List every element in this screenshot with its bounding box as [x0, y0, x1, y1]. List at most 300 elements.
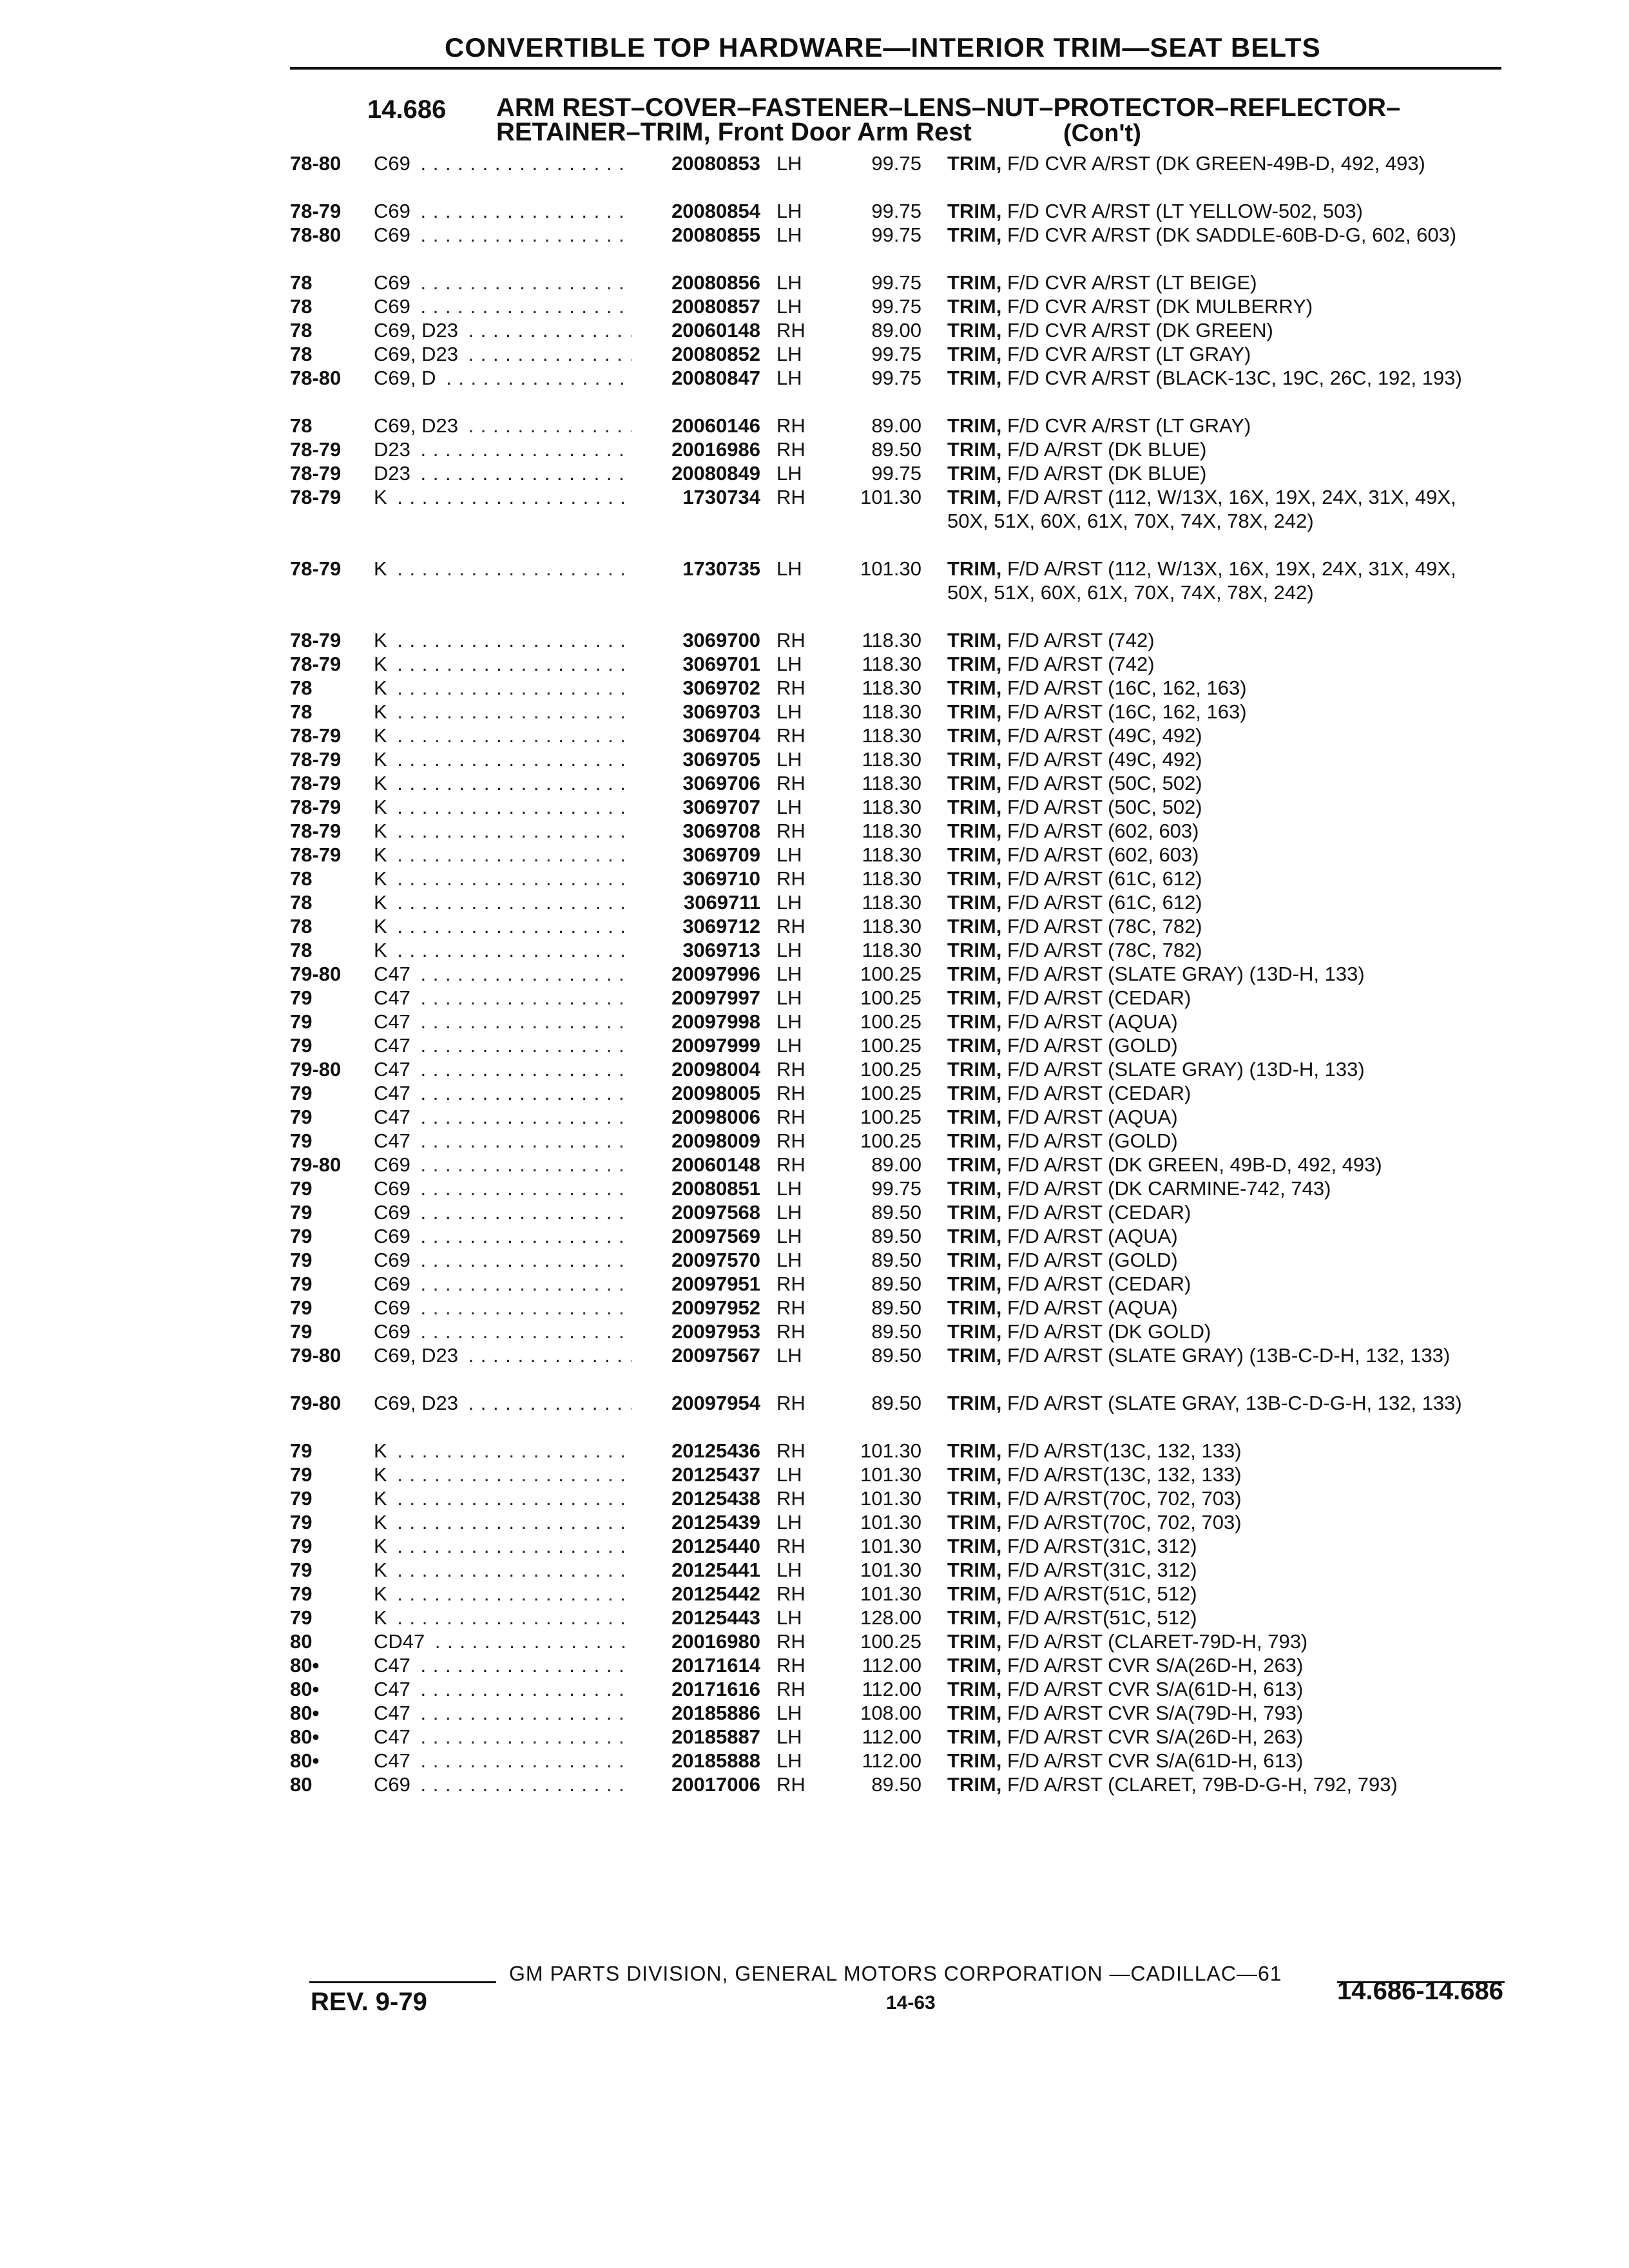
model-code-text: K [374, 915, 391, 937]
description-prefix: TRIM, [947, 1463, 1002, 1486]
section-title-line2: RETAINER–TRIM, Front Door Arm Rest [496, 118, 972, 146]
part-number: 20097568 [631, 1200, 760, 1224]
description [947, 1582, 1501, 1606]
model-code [374, 461, 631, 485]
model-code [374, 1558, 631, 1582]
model-code-text: C69, D [374, 367, 439, 389]
model-code-text: K [374, 796, 391, 818]
model-year: 78 [290, 295, 313, 318]
price: 89.50 [871, 1320, 921, 1343]
price: 112.00 [862, 1654, 921, 1677]
price: 100.25 [860, 1630, 921, 1653]
description [947, 724, 1501, 747]
price: 112.00 [862, 1749, 921, 1772]
section-title-line1: ARM REST–COVER–FASTENER–LENS–NUT–PROTECTOR–REFLECTOR– [496, 93, 1401, 122]
model-code-text: K [374, 867, 391, 890]
model-code-text: C69, D23 [374, 1344, 462, 1367]
model-code [374, 557, 631, 581]
part-number: 20097570 [631, 1248, 760, 1272]
price: 101.30 [860, 1559, 921, 1581]
model-code-text: C47 [374, 1129, 414, 1152]
description [947, 867, 1501, 890]
model-code-text: C69, D23 [374, 319, 462, 341]
description-prefix: TRIM, [947, 295, 1002, 318]
part-number: 20060148 [631, 1153, 760, 1177]
price: 118.30 [862, 772, 921, 794]
description-text: F/D A/RST (61C, 612) [1001, 867, 1202, 890]
description-prefix: TRIM, [947, 700, 1002, 723]
model-year: 78 [290, 891, 313, 914]
part-number: 20080852 [631, 342, 760, 366]
description [947, 1177, 1501, 1200]
model-year: 78 [290, 414, 313, 437]
price: 118.30 [862, 629, 921, 651]
model-code [374, 1391, 631, 1415]
price: 100.25 [860, 963, 921, 985]
model-year: 78 [290, 700, 313, 723]
description-prefix: TRIM, [947, 1010, 1002, 1033]
model-year: 79 [290, 1535, 313, 1557]
description [947, 938, 1501, 962]
description-prefix: TRIM, [947, 1559, 1002, 1581]
model-code-text: C69 [374, 295, 414, 318]
model-code [374, 1224, 631, 1248]
table-row [290, 747, 1514, 771]
description [947, 1153, 1501, 1177]
side: LH [776, 462, 802, 485]
description [947, 1439, 1501, 1463]
model-year: 78 [290, 939, 313, 961]
description-prefix: TRIM, [947, 1439, 1002, 1462]
description [947, 199, 1501, 223]
description [947, 1773, 1501, 1796]
model-code [374, 1606, 631, 1629]
side: LH [776, 1749, 802, 1772]
model-code-text: C69, D23 [374, 1392, 462, 1414]
price: 89.00 [871, 1153, 921, 1176]
model-code-text: D23 [374, 462, 414, 485]
price: 118.30 [862, 700, 921, 723]
description-prefix: TRIM, [947, 1273, 1002, 1295]
price: 99.75 [871, 152, 921, 175]
description-text: F/D A/RST(13C, 132, 133) [1001, 1439, 1242, 1462]
description-prefix: TRIM, [947, 653, 1002, 675]
description-prefix: TRIM, [947, 1320, 1002, 1343]
table-row [290, 1033, 1514, 1057]
price: 89.50 [871, 1344, 921, 1367]
description-prefix: TRIM, [947, 1511, 1002, 1533]
description-prefix: TRIM, [947, 772, 1002, 794]
parts-list [290, 151, 1514, 1820]
part-number: 3069707 [631, 795, 760, 819]
description [947, 914, 1501, 938]
price: 112.00 [862, 1678, 921, 1700]
model-code [374, 485, 631, 509]
description-prefix: TRIM, [947, 843, 1002, 866]
description-text: F/D A/RST(70C, 702, 703) [1001, 1487, 1242, 1510]
table-row [290, 414, 1514, 437]
side: RH [776, 1439, 805, 1462]
side: LH [776, 939, 802, 961]
table-row [290, 1224, 1514, 1248]
model-code [374, 318, 631, 342]
side: RH [776, 1392, 805, 1414]
table-row [290, 223, 1514, 271]
description [947, 485, 1501, 533]
description-text: F/D A/RST(31C, 312) [1001, 1535, 1197, 1557]
description-text: F/D A/RST (602, 603) [1001, 843, 1199, 866]
side: LH [776, 843, 802, 866]
part-number: 3069709 [631, 843, 760, 867]
part-number: 20060146 [631, 414, 760, 437]
description-text: F/D A/RST (CEDAR) [1001, 1082, 1191, 1104]
description [947, 366, 1501, 390]
description-prefix: TRIM, [947, 1106, 1002, 1128]
side: LH [776, 1225, 802, 1247]
model-code-text: K [374, 653, 391, 675]
model-code [374, 1010, 631, 1033]
side: RH [776, 629, 805, 651]
table-row [290, 1320, 1514, 1343]
side: RH [776, 1320, 805, 1343]
model-code [374, 1749, 631, 1773]
description-text: F/D A/RST (GOLD) [1001, 1129, 1178, 1152]
side: RH [776, 1129, 805, 1152]
model-code-text: C69 [374, 200, 414, 222]
table-row [290, 795, 1514, 819]
part-number: 20125438 [631, 1486, 760, 1510]
table-row [290, 1534, 1514, 1558]
model-code-text: C69 [374, 152, 414, 175]
description-text: F/D A/RST (CEDAR) [1001, 1273, 1191, 1295]
description-text: F/D A/RST (SLATE GRAY) (13D-H, 133) [1001, 963, 1365, 985]
table-row [290, 1653, 1514, 1677]
part-number: 20098009 [631, 1129, 760, 1153]
description-prefix: TRIM, [947, 224, 1002, 246]
part-number: 20098005 [631, 1081, 760, 1105]
model-year: 79 [290, 1511, 313, 1533]
price: 99.75 [871, 271, 921, 294]
model-code-text: C69 [374, 1201, 414, 1224]
price: 89.50 [871, 1249, 921, 1271]
price: 89.00 [871, 414, 921, 437]
model-code-text: K [374, 1487, 391, 1510]
model-year: 78-79 [290, 200, 342, 222]
model-year: 80• [290, 1702, 320, 1724]
description-text: F/D A/RST (61C, 612) [1001, 891, 1202, 914]
description-prefix: TRIM, [947, 1201, 1002, 1224]
page-header [290, 32, 1501, 70]
description [947, 1391, 1501, 1415]
side: LH [776, 1177, 802, 1200]
table-row [290, 366, 1514, 414]
table-row [290, 652, 1514, 676]
model-code [374, 1081, 631, 1105]
table-row [290, 461, 1514, 485]
side: LH [776, 748, 802, 771]
model-year: 78-79 [290, 486, 342, 508]
side: LH [776, 1034, 802, 1057]
side: LH [776, 1249, 802, 1271]
model-code-text: K [374, 629, 391, 651]
description-prefix: TRIM, [947, 677, 1002, 699]
description [947, 1010, 1501, 1033]
side: RH [776, 319, 805, 341]
table-row [290, 1081, 1514, 1105]
description-text: F/D CVR A/RST (DK GREEN-49B-D, 492, 493) [1001, 152, 1425, 175]
price: 101.30 [860, 1439, 921, 1462]
model-code [374, 652, 631, 676]
model-year: 78-79 [290, 629, 342, 651]
description-text: F/D A/RST(51C, 512) [1001, 1582, 1197, 1605]
model-code-text: C69 [374, 1153, 414, 1176]
model-code-text: K [374, 1559, 391, 1581]
part-number: 20080854 [631, 199, 760, 223]
description-prefix: TRIM, [947, 1034, 1002, 1057]
model-year: 78 [290, 677, 313, 699]
side: LH [776, 1344, 802, 1367]
model-year: 79 [290, 1582, 313, 1605]
description [947, 795, 1501, 819]
side: RH [776, 1678, 805, 1700]
description [947, 890, 1501, 914]
side: RH [776, 1773, 805, 1796]
model-code [374, 1439, 631, 1463]
part-number: 20097953 [631, 1320, 760, 1343]
model-code [374, 366, 631, 390]
continued-label: (Con't) [1063, 120, 1141, 147]
part-number: 20097952 [631, 1296, 760, 1320]
description-prefix: TRIM, [947, 486, 1002, 508]
description [947, 1296, 1501, 1320]
part-number: 3069711 [631, 890, 760, 914]
table-row [290, 986, 1514, 1010]
description-text: F/D A/RST (CEDAR) [1001, 986, 1191, 1009]
model-code-text: K [374, 724, 391, 747]
model-code-text: C47 [374, 1654, 414, 1677]
part-number: 1730734 [631, 485, 760, 509]
side: LH [776, 1463, 802, 1486]
model-code [374, 1177, 631, 1200]
side: RH [776, 1106, 805, 1128]
description-text: F/D CVR A/RST (DK MULBERRY) [1001, 295, 1313, 318]
table-row [290, 819, 1514, 843]
price: 118.30 [862, 653, 921, 675]
description-text: F/D A/RST(51C, 512) [1001, 1606, 1197, 1629]
description-text: F/D A/RST (GOLD) [1001, 1249, 1178, 1271]
model-code [374, 1272, 631, 1296]
description-prefix: TRIM, [947, 367, 1002, 389]
model-code-text: C47 [374, 1702, 414, 1724]
price: 118.30 [862, 843, 921, 866]
model-year: 79-80 [290, 963, 342, 985]
table-row [290, 271, 1514, 294]
side: RH [776, 1296, 805, 1319]
side: LH [776, 152, 802, 175]
side: RH [776, 1082, 805, 1104]
description [947, 1725, 1501, 1749]
description-prefix: TRIM, [947, 1606, 1002, 1629]
model-code-text: K [374, 677, 391, 699]
side: RH [776, 1582, 805, 1605]
part-number: 20125436 [631, 1439, 760, 1463]
model-code [374, 1510, 631, 1534]
side: LH [776, 1725, 802, 1748]
table-row [290, 843, 1514, 867]
description-text: F/D A/RST CVR S/A(26D-H, 263) [1001, 1654, 1304, 1677]
model-code [374, 819, 631, 843]
part-number: 3069713 [631, 938, 760, 962]
price: 89.50 [871, 1273, 921, 1295]
side: LH [776, 1010, 802, 1033]
part-number: 20080851 [631, 1177, 760, 1200]
part-number: 20125441 [631, 1558, 760, 1582]
model-code-text: C69 [374, 1249, 414, 1271]
model-code [374, 867, 631, 890]
model-code-text: C47 [374, 1082, 414, 1104]
table-row [290, 1749, 1514, 1773]
price: 118.30 [862, 796, 921, 818]
description-text: F/D A/RST (742) [1001, 629, 1155, 651]
description-text: F/D A/RST (DK GREEN, 49B-D, 492, 493) [1001, 1153, 1382, 1176]
model-code-text: C69 [374, 1225, 414, 1247]
description [947, 1272, 1501, 1296]
description-prefix: TRIM, [947, 200, 1002, 222]
description-prefix: TRIM, [947, 915, 1002, 937]
model-code [374, 890, 631, 914]
description [947, 1129, 1501, 1153]
side: RH [776, 1535, 805, 1557]
part-number: 3069708 [631, 819, 760, 843]
description-prefix: TRIM, [947, 1487, 1002, 1510]
description [947, 1510, 1501, 1534]
description [947, 771, 1501, 795]
description [947, 1343, 1501, 1367]
description-text: F/D A/RST (742) [1001, 653, 1155, 675]
description [947, 1105, 1501, 1129]
model-code-text: K [374, 939, 391, 961]
part-number: 20097996 [631, 962, 760, 986]
model-code [374, 1248, 631, 1272]
description-prefix: TRIM, [947, 891, 1002, 914]
model-code [374, 1701, 631, 1725]
model-code [374, 628, 631, 652]
table-row [290, 1248, 1514, 1272]
model-year: 78-80 [290, 367, 342, 389]
description-text: F/D A/RST (16C, 162, 163) [1001, 677, 1247, 699]
part-number: 20016980 [631, 1629, 760, 1653]
model-code-text: C47 [374, 1058, 414, 1081]
description [947, 1534, 1501, 1558]
part-number: 20080857 [631, 294, 760, 318]
price: 89.50 [871, 1225, 921, 1247]
model-code [374, 938, 631, 962]
model-code-text: C69, D23 [374, 343, 462, 365]
side: RH [776, 1654, 805, 1677]
model-code-text: K [374, 700, 391, 723]
price: 89.50 [871, 1296, 921, 1319]
model-code [374, 414, 631, 437]
table-row [290, 628, 1514, 652]
side: RH [776, 414, 805, 437]
side: LH [776, 200, 802, 222]
price: 101.30 [860, 557, 921, 580]
description-prefix: TRIM, [947, 1773, 1002, 1796]
price: 112.00 [862, 1725, 921, 1748]
model-code [374, 724, 631, 747]
model-code-text: C47 [374, 963, 414, 985]
description-text: F/D A/RST (16C, 162, 163) [1001, 700, 1247, 723]
model-code-text: C69 [374, 1177, 414, 1200]
model-code [374, 1057, 631, 1081]
model-year: 79 [290, 1296, 313, 1319]
price: 89.50 [871, 1201, 921, 1224]
side: LH [776, 271, 802, 294]
table-row [290, 1582, 1514, 1606]
price: 101.30 [860, 1535, 921, 1557]
part-number: 20125443 [631, 1606, 760, 1629]
description-prefix: TRIM, [947, 1535, 1002, 1557]
model-code [374, 1725, 631, 1749]
model-code [374, 1629, 631, 1653]
description [947, 1629, 1501, 1653]
description-text: F/D CVR A/RST (LT GRAY) [1001, 414, 1251, 437]
description [947, 700, 1501, 724]
table-row [290, 1010, 1514, 1033]
price: 118.30 [862, 820, 921, 842]
table-row [290, 294, 1514, 318]
description-prefix: TRIM, [947, 1582, 1002, 1605]
footer-rule-left [309, 1981, 496, 1983]
table-row [290, 1701, 1514, 1725]
model-code [374, 986, 631, 1010]
description [947, 1320, 1501, 1343]
model-year: 78-79 [290, 438, 342, 461]
model-year: 80• [290, 1678, 320, 1700]
part-number: 20097997 [631, 986, 760, 1010]
description-prefix: TRIM, [947, 1249, 1002, 1271]
side: LH [776, 295, 802, 318]
side: LH [776, 1702, 802, 1724]
part-number: 20097998 [631, 1010, 760, 1033]
model-code [374, 223, 631, 247]
part-number: 20080847 [631, 366, 760, 390]
model-code-text: K [374, 1606, 391, 1629]
price: 99.75 [871, 224, 921, 246]
description-text: F/D A/RST (AQUA) [1001, 1010, 1178, 1033]
description [947, 1558, 1501, 1582]
model-code [374, 1129, 631, 1153]
part-number: 20185887 [631, 1725, 760, 1749]
description-text: F/D A/RST (AQUA) [1001, 1225, 1178, 1247]
table-row [290, 1343, 1514, 1391]
description [947, 628, 1501, 652]
model-year: 79 [290, 1010, 313, 1033]
description-text: F/D CVR A/RST (DK SADDLE-60B-D-G, 602, 603) [1001, 224, 1457, 246]
model-code-text: C47 [374, 1010, 414, 1033]
model-code [374, 342, 631, 366]
description [947, 557, 1501, 604]
footer-section-range: 14.686-14.686 [1337, 1977, 1504, 2005]
description-text: F/D A/RST CVR S/A(61D-H, 613) [1001, 1749, 1304, 1772]
part-number: 3069704 [631, 724, 760, 747]
price: 89.50 [871, 438, 921, 461]
description-prefix: TRIM, [947, 414, 1002, 437]
model-year: 78 [290, 271, 313, 294]
price: 99.75 [871, 367, 921, 389]
part-number: 20185888 [631, 1749, 760, 1773]
model-year: 78-79 [290, 843, 342, 866]
